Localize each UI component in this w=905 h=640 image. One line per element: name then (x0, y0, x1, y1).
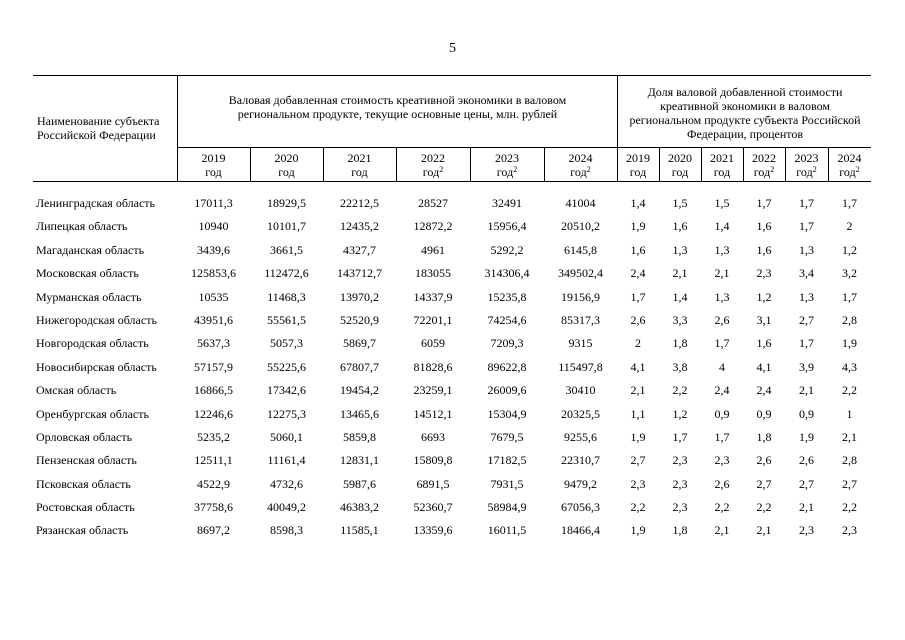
gva-value-cell: 11585,1 (340, 523, 379, 538)
share-value-cell: 1,6 (630, 242, 646, 257)
share-value-cell: 2,3 (672, 500, 688, 515)
gva-value-cell: 14512,1 (413, 406, 453, 421)
gva-value-cell: 8598,3 (270, 523, 303, 538)
gva-value-cell: 7679,5 (490, 429, 524, 444)
share-value-cell: 2,2 (756, 500, 772, 515)
year-unit (743, 165, 785, 179)
region-name: Орловская область (36, 429, 133, 444)
share-value-cell: 2,3 (799, 523, 814, 538)
year-label: 2020 (274, 151, 299, 165)
gva-value-cell: 16011,5 (487, 523, 527, 538)
gva-value-cell: 14337,9 (413, 289, 453, 304)
share-value-cell: 1,7 (842, 289, 857, 304)
year-unit (659, 165, 701, 179)
year-column-divider (544, 147, 545, 181)
year-unit-text: год (570, 165, 587, 179)
share-value-cell: 2,7 (756, 476, 772, 491)
gva-value-cell: 85317,3 (561, 312, 600, 327)
gva-value-cell: 3661,5 (270, 242, 303, 257)
gva-value-cell: 15304,9 (487, 406, 527, 421)
share-value-cell: 2,1 (714, 523, 730, 538)
gva-year-header-2020 (250, 151, 323, 181)
gva-value-cell: 12831,1 (340, 453, 379, 468)
share-value-cell: 1,7 (799, 336, 814, 351)
gva-value-cell: 22212,5 (340, 196, 379, 210)
gva-value-cell: 28527 (418, 196, 448, 210)
share-value-cell: 3,3 (672, 312, 688, 327)
gva-value-cell: 81828,6 (413, 359, 453, 374)
share-value-cell: 1,7 (799, 219, 814, 234)
share-value-cell: 0,9 (756, 406, 772, 421)
share-value-cell: 1,1 (630, 406, 646, 421)
share-value-cell: 2,3 (756, 266, 772, 281)
share-value-cell: 4,3 (842, 359, 857, 374)
share-value-cell: 1,6 (672, 219, 688, 234)
table-header-bottom-rule (33, 181, 871, 182)
year-unit-text: год (753, 165, 771, 179)
gva-value-cell: 15956,4 (487, 219, 527, 234)
year-column-divider (470, 147, 471, 181)
gva-value-cell: 6059 (421, 336, 445, 351)
share-value-cell: 1 (846, 406, 853, 421)
share-value-cell: 2,3 (630, 476, 646, 491)
gva-value-cell: 67056,3 (561, 500, 600, 515)
share-value-cell: 1,7 (630, 289, 646, 304)
share-value-cell: 1,4 (630, 196, 646, 210)
share-value-cell: 2,1 (630, 383, 646, 398)
gva-value-cell: 4961 (421, 242, 445, 257)
gva-value-cell: 6145,8 (564, 242, 597, 257)
gva-value-cell: 15809,8 (413, 453, 453, 468)
gva-value-cell: 7209,3 (490, 336, 524, 351)
gva-value-cell: 37758,6 (194, 500, 233, 515)
share-value-cell: 1,6 (756, 219, 772, 234)
gva-value-cell: 12511,1 (194, 453, 233, 468)
gva-value-cell: 10101,7 (267, 219, 306, 234)
share-value-cell: 3,1 (756, 312, 772, 327)
gva-value-cell: 5637,3 (197, 336, 230, 351)
year-label: 2019 (626, 151, 650, 165)
year-label: 2021 (347, 151, 372, 165)
table-top-rule (33, 75, 871, 76)
gva-value-cell: 22310,7 (561, 453, 600, 468)
share-value-cell: 2,7 (799, 312, 814, 327)
year-unit-text: год (422, 165, 440, 179)
share-value-cell: 3,2 (842, 266, 857, 281)
year-unit-text: год (671, 165, 689, 179)
share-value-cell: 1,7 (842, 196, 857, 210)
share-value-cell: 2,7 (799, 476, 814, 491)
gva-value-cell: 17342,6 (267, 383, 306, 398)
share-value-cell: 2,4 (630, 266, 646, 281)
share-value-cell: 1,7 (714, 336, 730, 351)
share-value-cell: 2,3 (714, 453, 730, 468)
year-unit (323, 165, 396, 179)
gva-value-cell: 12246,6 (194, 406, 233, 421)
gva-value-cell: 115497,8 (558, 359, 603, 374)
gva-value-cell: 74254,6 (487, 312, 527, 327)
gva-value-cell: 32491 (492, 196, 522, 210)
year-column-divider (785, 147, 786, 181)
gva-value-cell: 46383,2 (340, 500, 379, 515)
share-value-cell: 2,6 (756, 453, 772, 468)
gva-value-cell: 11161,4 (267, 453, 306, 468)
year-unit (701, 165, 743, 179)
region-name: Мурманская область (36, 289, 142, 304)
share-value-cell: 2,6 (714, 312, 730, 327)
gva-value-cell: 17182,5 (487, 453, 527, 468)
gva-value-cell: 143712,7 (337, 266, 382, 281)
year-column-divider (250, 147, 251, 181)
share-value-cell: 1,3 (714, 289, 730, 304)
year-label: 2021 (710, 151, 734, 165)
share-value-cell: 2,4 (714, 383, 730, 398)
gva-value-cell: 40049,2 (267, 500, 306, 515)
region-name: Липецкая область (36, 219, 128, 234)
share-value-cell: 1,8 (672, 523, 688, 538)
share-value-cell: 1,7 (714, 429, 730, 444)
share-value-cell: 2,6 (799, 453, 814, 468)
share-value-cell: 2 (846, 219, 853, 234)
gva-value-cell: 6693 (421, 429, 445, 444)
region-name: Нижегородская область (36, 312, 157, 327)
footnote-marker: 2 (586, 165, 591, 174)
year-label: 2022 (421, 151, 445, 165)
year-unit (544, 165, 617, 179)
gva-value-cell: 349502,4 (558, 266, 603, 281)
share-value-cell: 2,3 (672, 476, 688, 491)
share-value-cell: 1,9 (630, 523, 646, 538)
share-value-cell: 1,3 (799, 242, 814, 257)
year-unit (177, 165, 250, 179)
gva-value-cell: 26009,6 (487, 383, 527, 398)
gva-value-cell: 12872,2 (413, 219, 453, 234)
share-value-cell: 1,2 (842, 242, 857, 257)
gva-value-cell: 5235,2 (197, 429, 230, 444)
share-value-cell: 1,6 (756, 336, 772, 351)
share-value-cell: 2,2 (842, 383, 857, 398)
share-value-cell: 4,1 (630, 359, 646, 374)
year-unit-text: год (496, 165, 514, 179)
region-name: Оренбургская область (36, 406, 149, 421)
share-value-cell: 2 (635, 336, 641, 351)
gva-value-cell: 10940 (198, 219, 229, 234)
region-name: Ленинградская область (36, 196, 155, 210)
share-value-cell: 3,4 (799, 266, 814, 281)
year-label: 2023 (495, 151, 519, 165)
year-label: 2020 (668, 151, 692, 165)
gva-value-cell: 18466,4 (561, 523, 600, 538)
share-value-cell: 2,1 (799, 500, 814, 515)
gva-value-cell: 15235,8 (487, 289, 527, 304)
gva-value-cell: 5987,6 (343, 476, 376, 491)
gva-year-header-2023 (470, 151, 544, 181)
share-year-header-2022 (743, 151, 785, 181)
gva-value-cell: 4327,7 (343, 242, 376, 257)
year-label: 2024 (837, 151, 862, 165)
gva-value-cell: 72201,1 (413, 312, 453, 327)
share-value-cell: 1,7 (672, 429, 688, 444)
region-name: Магаданская область (36, 242, 145, 257)
gva-value-cell: 3439,6 (197, 242, 230, 257)
gva-value-cell: 18929,5 (267, 196, 306, 210)
share-value-cell: 2,1 (714, 266, 730, 281)
gva-value-cell: 17011,3 (194, 196, 233, 210)
gva-value-cell: 112472,6 (264, 266, 309, 281)
gva-value-cell: 12275,3 (267, 406, 306, 421)
share-value-cell: 2,2 (630, 500, 646, 515)
region-column-header: Наименование субъекта Российской Федерации (37, 114, 160, 142)
share-value-cell: 2,1 (756, 523, 772, 538)
gva-value-cell: 314306,4 (484, 266, 530, 281)
share-value-cell: 2,3 (842, 523, 857, 538)
year-unit (396, 165, 470, 179)
year-unit (828, 165, 871, 179)
gva-year-header-2022 (396, 151, 470, 181)
gva-value-cell: 89622,8 (487, 359, 527, 374)
gva-value-cell: 20510,2 (561, 219, 600, 234)
gva-value-cell: 13465,6 (340, 406, 379, 421)
gva-value-cell: 7931,5 (490, 476, 524, 491)
share-value-cell: 1,6 (756, 242, 772, 257)
year-unit-text: год (713, 165, 731, 179)
gva-value-cell: 58984,9 (487, 500, 527, 515)
year-column-divider (701, 147, 702, 181)
gva-value-cell: 20325,5 (561, 406, 600, 421)
gva-year-header-2021 (323, 151, 396, 181)
gva-value-cell: 4522,9 (197, 476, 230, 491)
share-value-cell: 2,2 (842, 500, 857, 515)
gva-value-cell: 13970,2 (340, 289, 379, 304)
share-value-cell: 1,7 (799, 196, 814, 210)
share-value-cell: 2,7 (630, 453, 646, 468)
share-value-cell: 1,3 (714, 242, 730, 257)
gva-value-cell: 43951,6 (194, 312, 233, 327)
footnote-marker: 2 (439, 165, 444, 174)
share-value-cell: 2,6 (630, 312, 646, 327)
year-header-rule (177, 147, 871, 148)
year-column-divider (323, 147, 324, 181)
share-value-cell: 1,8 (672, 336, 688, 351)
share-value-cell: 0,9 (714, 406, 730, 421)
gva-value-cell: 5859,8 (343, 429, 376, 444)
share-value-cell: 3,8 (672, 359, 688, 374)
share-value-cell: 1,5 (672, 196, 688, 210)
gva-value-cell: 67807,7 (340, 359, 379, 374)
region-name: Ростовская область (36, 500, 135, 515)
year-unit-text: год (205, 165, 222, 179)
gva-value-cell: 9479,2 (564, 476, 597, 491)
region-name: Омская область (36, 383, 117, 398)
year-unit-text: год (351, 165, 368, 179)
gva-value-cell: 52360,7 (413, 500, 453, 515)
gva-value-cell: 23259,1 (413, 383, 453, 398)
share-value-cell: 0,9 (799, 406, 814, 421)
year-column-divider (396, 147, 397, 181)
year-label: 2023 (794, 151, 819, 165)
region-name: Рязанская область (36, 523, 129, 538)
share-value-cell: 2,1 (672, 266, 688, 281)
gva-value-cell: 11468,3 (267, 289, 306, 304)
share-value-cell: 1,9 (842, 336, 857, 351)
share-value-cell: 2,2 (672, 383, 688, 398)
gva-value-cell: 12435,2 (340, 219, 379, 234)
share-value-cell: 2,1 (842, 429, 857, 444)
year-label: 2024 (568, 151, 593, 165)
share-value-cell: 1,9 (799, 429, 814, 444)
gva-value-cell: 6891,5 (416, 476, 450, 491)
share-value-cell: 2,4 (756, 383, 772, 398)
footnote-marker: 2 (513, 165, 518, 174)
share-value-cell: 1,3 (672, 242, 688, 257)
share-value-cell: 3,9 (799, 359, 814, 374)
gva-value-cell: 9255,6 (564, 429, 597, 444)
gva-value-cell: 30410 (565, 383, 596, 398)
year-unit (250, 165, 323, 179)
footnote-marker: 2 (812, 165, 817, 174)
share-value-cell: 1,5 (714, 196, 730, 210)
gva-value-cell: 4732,6 (270, 476, 303, 491)
gva-group-header: Валовая добавленная стоимость креативной экономики в валовом региональном продукте, текущие основные цены, млн. рублей (228, 93, 567, 121)
gva-value-cell: 41004 (565, 196, 596, 210)
year-unit (470, 165, 544, 179)
year-unit-text: год (629, 165, 647, 179)
year-column-divider (743, 147, 744, 181)
share-value-cell: 2,3 (672, 453, 688, 468)
gva-value-cell: 13359,6 (413, 523, 453, 538)
gva-value-cell: 183055 (415, 266, 451, 281)
share-group-header: Доля валовой добавленной стоимости креативной экономики в валовом региональном продукте субъекта Российской Федерации, процентов (629, 85, 861, 141)
year-unit (785, 165, 828, 179)
gva-value-cell: 5869,7 (343, 336, 376, 351)
page-number: 5 (449, 41, 456, 56)
share-value-cell: 1,9 (630, 219, 646, 234)
share-value-cell: 1,8 (756, 429, 772, 444)
share-value-cell: 4,1 (756, 359, 772, 374)
share-value-cell: 1,7 (756, 196, 772, 210)
gva-value-cell: 10535 (198, 289, 229, 304)
share-value-cell: 2,6 (714, 476, 730, 491)
share-value-cell: 2,8 (842, 453, 857, 468)
share-value-cell: 2,8 (842, 312, 857, 327)
region-name: Новгородская область (36, 336, 149, 351)
gva-value-cell: 57157,9 (194, 359, 233, 374)
share-year-header-2019 (617, 151, 659, 181)
year-unit (617, 165, 659, 179)
region-name: Псковская область (36, 476, 131, 491)
region-name: Пензенская область (36, 453, 137, 468)
share-year-header-2021 (701, 151, 743, 181)
year-unit-text: год (278, 165, 295, 179)
share-year-header-2020 (659, 151, 701, 181)
gva-value-cell: 9315 (568, 336, 593, 351)
share-value-cell: 1,9 (630, 429, 646, 444)
gva-value-cell: 52520,9 (340, 312, 379, 327)
year-column-divider (659, 147, 660, 181)
gva-year-header-2019 (177, 151, 250, 181)
year-unit-text: год (839, 165, 856, 179)
share-value-cell: 1,4 (672, 289, 688, 304)
share-value-cell: 4 (719, 359, 725, 374)
gva-value-cell: 5057,3 (270, 336, 303, 351)
gva-value-cell: 5292,2 (490, 242, 524, 257)
year-column-divider (828, 147, 829, 181)
gva-value-cell: 55225,6 (267, 359, 306, 374)
gva-value-cell: 55561,5 (267, 312, 306, 327)
gva-value-cell: 16866,5 (194, 383, 233, 398)
year-label: 2019 (201, 151, 226, 165)
share-value-cell: 1,4 (714, 219, 730, 234)
footnote-marker: 2 (770, 165, 775, 174)
share-value-cell: 2,7 (842, 476, 857, 491)
gva-value-cell: 8697,2 (197, 523, 230, 538)
share-value-cell: 2,1 (799, 383, 814, 398)
share-value-cell: 1,2 (756, 289, 772, 304)
region-name: Московская область (36, 266, 139, 281)
gva-value-cell: 5060,1 (270, 429, 303, 444)
gva-value-cell: 125853,6 (191, 266, 236, 281)
share-value-cell: 1,2 (672, 406, 688, 421)
gva-year-header-2024 (544, 151, 617, 181)
year-label: 2022 (752, 151, 776, 165)
share-value-cell: 1,3 (799, 289, 814, 304)
gva-value-cell: 19156,9 (561, 289, 600, 304)
gva-value-cell: 19454,2 (340, 383, 379, 398)
share-value-cell: 2,2 (714, 500, 730, 515)
year-unit-text: год (796, 165, 813, 179)
share-year-header-2023 (785, 151, 828, 181)
share-year-header-2024 (828, 151, 871, 181)
region-name: Новосибирская область (36, 359, 157, 374)
footnote-marker: 2 (855, 165, 860, 174)
